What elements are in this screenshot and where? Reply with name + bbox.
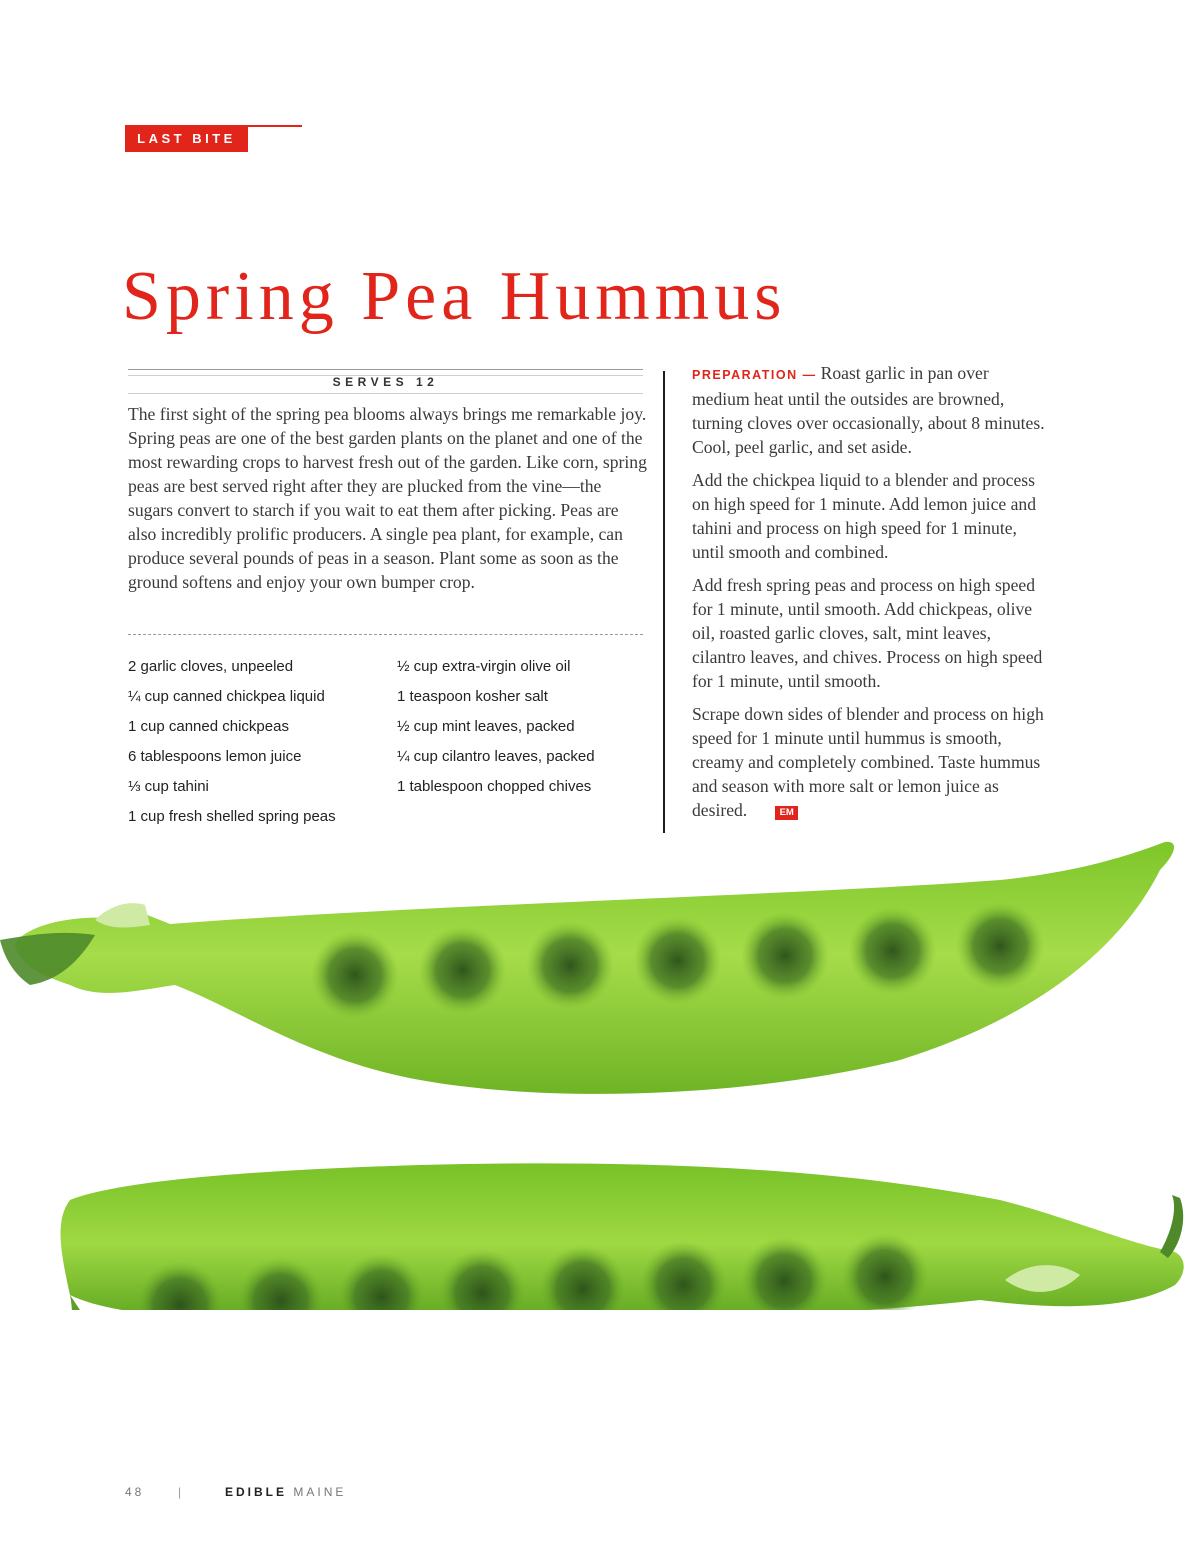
pea bbox=[311, 931, 399, 1019]
section-tag: LAST BITE bbox=[125, 126, 248, 152]
pea bbox=[956, 902, 1044, 990]
pea bbox=[849, 907, 937, 995]
serves-bottom-rule bbox=[128, 393, 643, 394]
pea bbox=[741, 912, 829, 1000]
pea-pods-photo bbox=[0, 830, 1200, 1310]
ingredient-item: 2 garlic cloves, unpeeled bbox=[128, 658, 294, 675]
pea bbox=[526, 921, 614, 1009]
pea bbox=[419, 926, 507, 1014]
ingredient-item: ½ cup mint leaves, packed bbox=[397, 718, 575, 735]
preparation-label: PREPARATION — bbox=[692, 368, 817, 382]
upper-pod-calyx bbox=[95, 903, 150, 927]
ingredient-item: ¼ cup canned chickpea liquid bbox=[128, 688, 325, 705]
preparation-step-text: Scrape down sides of blender and process on high speed for 1 minute until hummus is smooth, creamy and completely combined. Taste hummus and season with more salt or lemon juice as desired. bbox=[692, 704, 1044, 820]
ingredient-item: 1 cup fresh shelled spring peas bbox=[128, 808, 336, 825]
page-number: 48 bbox=[125, 1485, 145, 1499]
preparation-step: Add the chickpea liquid to a blender and process on high speed for 1 minute. Add lemon juice and tahini and process on high speed for 1 minute, until smooth and combined. bbox=[692, 470, 1036, 562]
ingredient-item: ¼ cup cilantro leaves, packed bbox=[397, 748, 595, 765]
publication-name-light: MAINE bbox=[293, 1485, 347, 1499]
preparation-step bbox=[692, 702, 1047, 822]
ingredients-list-right bbox=[397, 654, 595, 804]
upper-pea-pod bbox=[0, 842, 1174, 1094]
preparation-step bbox=[692, 361, 1047, 459]
end-mark-logo: EM bbox=[775, 806, 798, 820]
ingredient-item: 1 cup canned chickpeas bbox=[128, 718, 289, 735]
ingredient-item: ⅓ cup tahini bbox=[128, 778, 209, 795]
ingredient-item: ½ cup extra-virgin olive oil bbox=[397, 658, 571, 675]
ingredient-item: 6 tablespoons lemon juice bbox=[128, 748, 302, 765]
preparation-step: Add fresh spring peas and process on high speed for 1 minute, until smooth. Add chickpeas, olive oil, roasted garlic cloves, salt, mint leaves, cilantro leaves, and chives. Process on high speed for 1 minute, until smooth. bbox=[692, 575, 1043, 691]
lower-pod-stem bbox=[1160, 1195, 1183, 1258]
recipe-title: Spring Pea Hummus bbox=[122, 258, 787, 335]
preparation-section bbox=[692, 361, 1047, 831]
intro-paragraph: The first sight of the spring pea blooms always brings me remarkable joy. Spring peas are one of the best garden plants on the planet and one of the most rewarding crops to harvest fresh out of the garden. Like corn, spring peas are best served right after they are plucked from the vine—the sugars convert to starch if you wait to eat them after picking. Peas are also incredibly prolific producers. A single pea plant, for example, can produce several pounds of peas in a season. Plant some as soon as the ground softens and enjoy your own bumper crop. bbox=[128, 404, 647, 592]
ingredient-item: 1 teaspoon kosher salt bbox=[397, 688, 548, 705]
ingredient-item: 1 tablespoon chopped chives bbox=[397, 778, 592, 795]
publication-name-bold: EDIBLE bbox=[225, 1485, 288, 1499]
serves-label: SERVES 12 bbox=[332, 375, 439, 389]
ingredients-divider bbox=[128, 634, 643, 635]
lower-pea-pod bbox=[61, 1163, 1184, 1310]
column-divider bbox=[663, 371, 665, 833]
footer-separator: | bbox=[178, 1485, 182, 1499]
publication-name bbox=[225, 1484, 346, 1500]
pea bbox=[634, 916, 722, 1004]
preparation-step-text: Roast garlic in pan over medium heat until the outsides are browned, turning cloves over occasionally, about 8 minutes. Cool, peel garlic, and set aside. bbox=[692, 363, 1045, 457]
ingredients-list-left bbox=[128, 654, 336, 834]
